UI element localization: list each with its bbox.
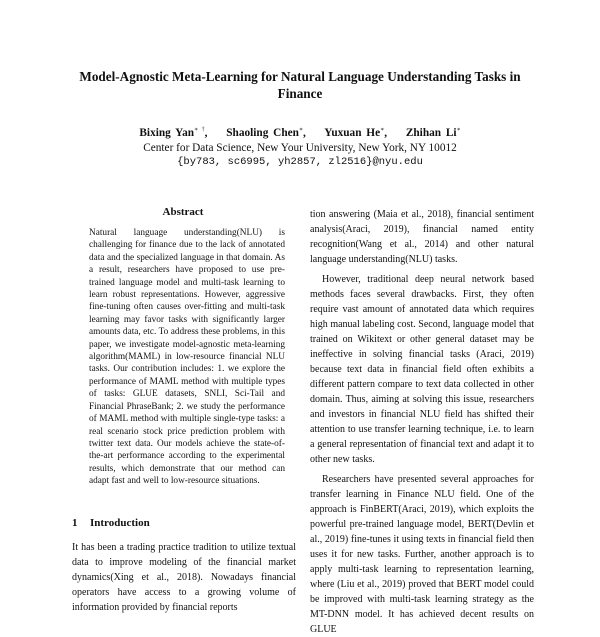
introduction-body: [72, 540, 296, 620]
abstract-text: Natural language understanding(NLU) is challenging for finance due to the lack of annotated data and the specialized language in that domain. As a result, researchers have proposed to use pre-trained language model and multi-task learning to learn robust representations. However, aggressive fine-tuning often causes over-fitting and multi-task learning may favor tasks with significantly larger amounts data, etc. To address these problems, in this paper, we investigate model-agnostic meta-learning algorithm(MAML) in low-resource financial NLU tasks. Our contribution includes: 1. we explore the performance of MAML method with multiple types of tasks: GLUE datasets, SNLI, Sci-Tail and Financial PhraseBank; 2. we study the performance of MAML method with multiple single-type tasks: a real scenario stock price prediction problem with twitter text data. Our models achieve the state-of-the-art performance according to the experimental results, which demonstrate that our method can adapt fast and well to low-resource situations.: [89, 228, 285, 487]
paragraph: Researchers have presented several approaches for transfer learning in Finance NLU field. One of the approach is FinBERT(Araci, 2019), which exploits the powerful pre-trained language model, BERT(Devlin et al., 2019) fine-tunes it using texts in financial field then uses it for new tasks. Further, another approach is to apply multi-task learning to representation learning, where (Liu et al., 2019) proved that BERT model could be improved with multi-task learning strategy as the MT-DNN model. It has achieved decent results on GLUE: [310, 474, 534, 635]
author-block: [60, 123, 540, 169]
section-number: 1: [72, 517, 78, 529]
abstract-body: [89, 227, 285, 488]
author-emails: {by783, sc6995, yh2857, zl2516}@nyu.edu: [177, 156, 423, 168]
author-marks: ∗: [298, 127, 303, 133]
abstract-heading: Abstract: [162, 206, 204, 218]
author-name: Bixing Yan: [139, 127, 195, 139]
section-title: Introduction: [90, 517, 150, 529]
affiliation: Center for Data Science, New Your University, New York, NY 10012: [143, 142, 457, 154]
paper-title: Model-Agnostic Meta-Learning for Natural Language Understanding Tasks in Finance: [79, 69, 521, 101]
paragraph: tion answering (Maia et al., 2018), financial sentiment analysis(Araci, 2019), financial named entity recognition(Wang et al., 2014) and other natural language understanding(NLU) tasks.: [310, 209, 534, 265]
section-heading: [72, 517, 150, 529]
author-name: Zhihan Li: [405, 127, 457, 139]
author-marks: ∗: [456, 127, 461, 133]
author-name: Shaoling Chen: [226, 127, 299, 139]
right-column: [310, 207, 534, 635]
author-marks: ∗: [380, 127, 385, 133]
paragraph: However, traditional deep neural network based methods faces several drawbacks. First, they often require vast amount of annotated data which requires high manual labeling cost. Second, language model that trained on Wikitext or other general dataset may be ineffective in solving financial tasks (Araci, 2019) because text data in financial field often exhibits a different pattern compare to text data collected in other domain. Thus, aiming at solving this issue, researchers and investors in financial NLU field has shifted their attention to use transfer learning technique, i.e. to learn a general representation of financial text and adapt it to other new tasks.: [310, 274, 534, 465]
paragraph: It has been a trading practice tradition to utilize textual data to improve modeling of the financial market dynamics(Xing et al., 2018). Nowadays financial operators have access to a growing volume of information provided by financial reports: [72, 542, 296, 613]
author-marks: ∗ †: [194, 127, 205, 133]
author-name: Yuxuan He: [324, 127, 381, 139]
author-names: Bixing Yan∗ †, Shaoling Chen∗, Yuxuan He∗, Zhihan Li∗: [139, 127, 461, 139]
